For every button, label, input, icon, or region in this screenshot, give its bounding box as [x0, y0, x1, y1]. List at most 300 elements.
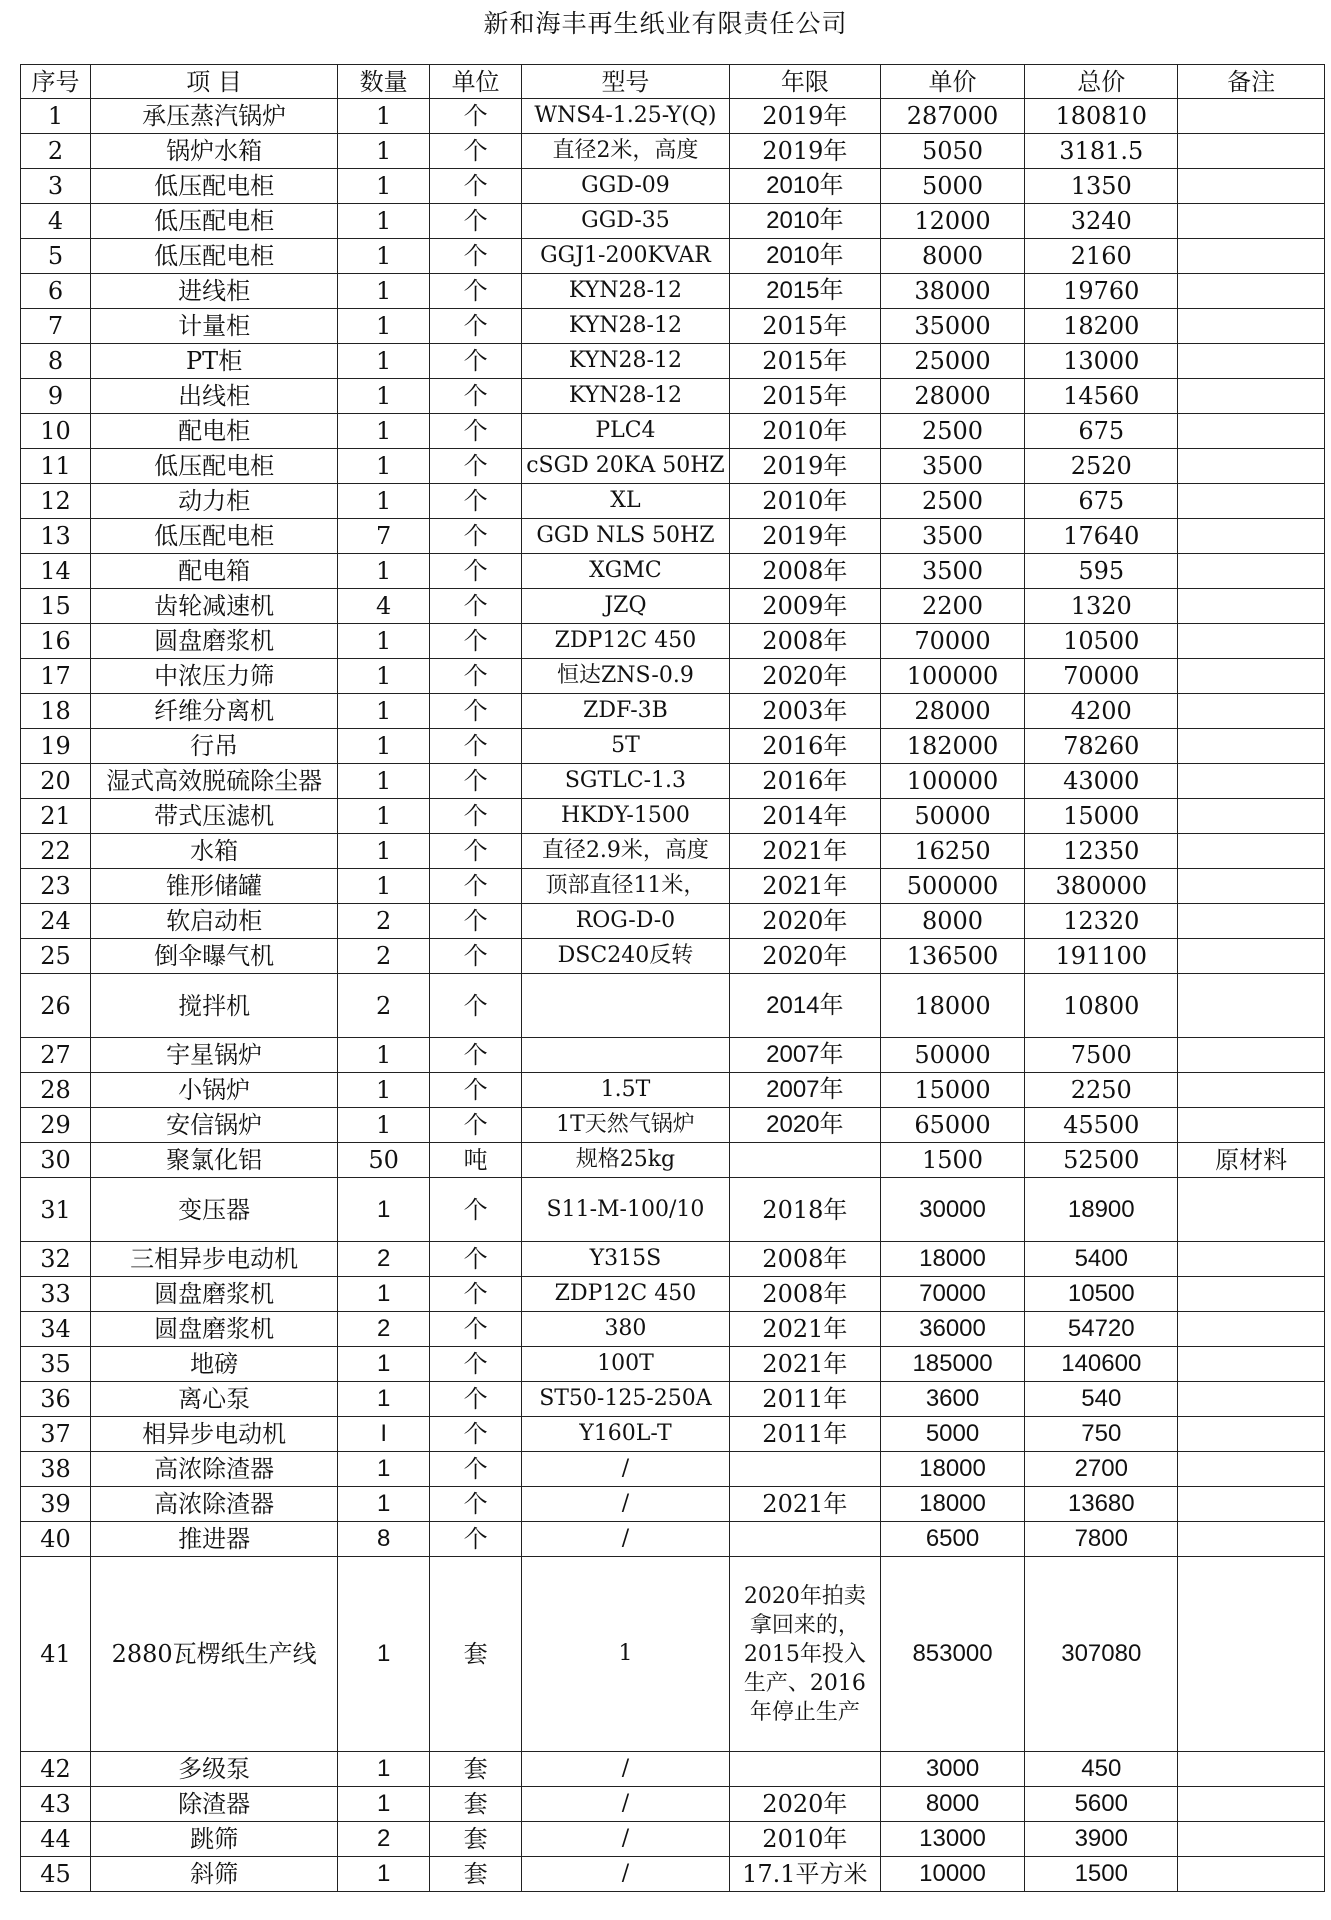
cell-no: 19	[21, 729, 91, 764]
cell-no: 20	[21, 764, 91, 799]
cell-price: 12000	[880, 204, 1024, 239]
cell-price: 6500	[880, 1522, 1024, 1557]
cell-note	[1178, 274, 1325, 309]
cell-item: 动力柜	[91, 484, 338, 519]
cell-item: 锅炉水箱	[91, 134, 338, 169]
cell-total: 13000	[1025, 344, 1178, 379]
cell-note: 原材料	[1178, 1143, 1325, 1178]
cell-item: 多级泵	[91, 1752, 338, 1787]
cell-item: 低压配电柜	[91, 204, 338, 239]
table-row	[21, 274, 1325, 309]
cell-no: 21	[21, 799, 91, 834]
cell-note	[1178, 449, 1325, 484]
cell-price: 18000	[880, 1452, 1024, 1487]
cell-unit: 个	[430, 659, 522, 694]
cell-price: 8000	[880, 1787, 1024, 1822]
cell-item: 锥形储罐	[91, 869, 338, 904]
cell-no: 31	[21, 1178, 91, 1242]
cell-model: 规格25kg	[522, 1143, 730, 1178]
cell-total: 3900	[1025, 1822, 1178, 1857]
cell-no: 10	[21, 414, 91, 449]
cell-no: 39	[21, 1487, 91, 1522]
cell-note	[1178, 1787, 1325, 1822]
table-row	[21, 1822, 1325, 1857]
cell-price: 100000	[880, 659, 1024, 694]
cell-item: 低压配电柜	[91, 519, 338, 554]
cell-unit: 个	[430, 1382, 522, 1417]
cell-no: 3	[21, 169, 91, 204]
cell-qty: 1	[338, 1178, 430, 1242]
cell-year: 2015年	[729, 379, 880, 414]
cell-total: 2520	[1025, 449, 1178, 484]
cell-model: HKDY-1500	[522, 799, 730, 834]
cell-no: 23	[21, 869, 91, 904]
cell-no: 44	[21, 1822, 91, 1857]
cell-price: 3500	[880, 554, 1024, 589]
cell-no: 41	[21, 1557, 91, 1752]
header-unit: 单位	[430, 65, 522, 99]
cell-unit: 个	[430, 1178, 522, 1242]
cell-unit: 个	[430, 1452, 522, 1487]
cell-total: 750	[1025, 1417, 1178, 1452]
cell-total: 180810	[1025, 99, 1178, 134]
table-row	[21, 1522, 1325, 1557]
cell-no: 9	[21, 379, 91, 414]
cell-no: 7	[21, 309, 91, 344]
cell-no: 34	[21, 1312, 91, 1347]
cell-model: /	[522, 1787, 730, 1822]
cell-model: 100T	[522, 1347, 730, 1382]
cell-item: 中浓压力筛	[91, 659, 338, 694]
cell-model: PLC4	[522, 414, 730, 449]
cell-model: Y315S	[522, 1242, 730, 1277]
cell-year	[729, 1752, 880, 1787]
header-note: 备注	[1178, 65, 1325, 99]
table-row	[21, 834, 1325, 869]
cell-unit: 个	[430, 729, 522, 764]
table-row	[21, 309, 1325, 344]
cell-total: 13680	[1025, 1487, 1178, 1522]
cell-model: KYN28-12	[522, 344, 730, 379]
table-row	[21, 379, 1325, 414]
cell-price: 853000	[880, 1557, 1024, 1752]
cell-qty: 1	[338, 1487, 430, 1522]
cell-item: 出线柜	[91, 379, 338, 414]
cell-unit: 个	[430, 449, 522, 484]
cell-model: /	[522, 1752, 730, 1787]
cell-item: 相异步电动机	[91, 1417, 338, 1452]
cell-model: ZDF-3B	[522, 694, 730, 729]
cell-unit: 个	[430, 1312, 522, 1347]
cell-model: 380	[522, 1312, 730, 1347]
cell-price: 5000	[880, 1417, 1024, 1452]
cell-model: /	[522, 1522, 730, 1557]
cell-total: 3240	[1025, 204, 1178, 239]
cell-no: 12	[21, 484, 91, 519]
cell-year: 2021年	[729, 1312, 880, 1347]
table-row	[21, 449, 1325, 484]
cell-qty: 1	[338, 1073, 430, 1108]
cell-year: 2015年	[729, 309, 880, 344]
header-qty: 数量	[338, 65, 430, 99]
cell-price: 18000	[880, 1242, 1024, 1277]
cell-item: 安信锅炉	[91, 1108, 338, 1143]
header-unit-price: 单价	[880, 65, 1024, 99]
cell-note	[1178, 1178, 1325, 1242]
cell-item: 承压蒸汽锅炉	[91, 99, 338, 134]
cell-year: 2016年	[729, 729, 880, 764]
cell-no: 36	[21, 1382, 91, 1417]
cell-price: 136500	[880, 939, 1024, 974]
cell-item: 配电柜	[91, 414, 338, 449]
cell-unit: 个	[430, 1347, 522, 1382]
cell-unit: 个	[430, 834, 522, 869]
cell-model: ZDP12C 450	[522, 1277, 730, 1312]
table-row	[21, 799, 1325, 834]
table-row	[21, 519, 1325, 554]
cell-qty: 1	[338, 1108, 430, 1143]
cell-total: 595	[1025, 554, 1178, 589]
cell-price: 3500	[880, 519, 1024, 554]
cell-price: 15000	[880, 1073, 1024, 1108]
cell-total: 307080	[1025, 1557, 1178, 1752]
cell-year: 2007年	[729, 1073, 880, 1108]
cell-qty: 2	[338, 1312, 430, 1347]
cell-qty: 1	[338, 274, 430, 309]
cell-model: XGMC	[522, 554, 730, 589]
cell-note	[1178, 309, 1325, 344]
cell-qty: 7	[338, 519, 430, 554]
cell-no: 28	[21, 1073, 91, 1108]
table-row	[21, 169, 1325, 204]
cell-note	[1178, 869, 1325, 904]
cell-note	[1178, 344, 1325, 379]
cell-model: ZDP12C 450	[522, 624, 730, 659]
cell-no: 38	[21, 1452, 91, 1487]
cell-qty: 1	[338, 1557, 430, 1752]
cell-item: 地磅	[91, 1347, 338, 1382]
cell-unit: 个	[430, 274, 522, 309]
cell-total: 45500	[1025, 1108, 1178, 1143]
cell-price: 35000	[880, 309, 1024, 344]
cell-qty: 1	[338, 309, 430, 344]
cell-total: 43000	[1025, 764, 1178, 799]
header-no: 序号	[21, 65, 91, 99]
cell-total: 450	[1025, 1752, 1178, 1787]
cell-year: 2010年	[729, 1822, 880, 1857]
cell-price: 182000	[880, 729, 1024, 764]
cell-no: 16	[21, 624, 91, 659]
cell-price: 16250	[880, 834, 1024, 869]
cell-price: 70000	[880, 1277, 1024, 1312]
cell-note	[1178, 1857, 1325, 1892]
cell-model: GGJ1-200KVAR	[522, 239, 730, 274]
table-row	[21, 134, 1325, 169]
table-row	[21, 589, 1325, 624]
cell-unit: 个	[430, 799, 522, 834]
cell-year: 2020年	[729, 904, 880, 939]
cell-qty: 1	[338, 169, 430, 204]
cell-model: KYN28-12	[522, 274, 730, 309]
table-row	[21, 1038, 1325, 1073]
cell-note	[1178, 1557, 1325, 1752]
header-item: 项 目	[91, 65, 338, 99]
cell-price: 5050	[880, 134, 1024, 169]
cell-total: 2250	[1025, 1073, 1178, 1108]
cell-total: 17640	[1025, 519, 1178, 554]
cell-year: 2010年	[729, 484, 880, 519]
cell-qty: 1	[338, 1382, 430, 1417]
cell-unit: 个	[430, 239, 522, 274]
cell-unit: 个	[430, 904, 522, 939]
cell-price: 8000	[880, 904, 1024, 939]
cell-model: KYN28-12	[522, 379, 730, 414]
cell-price: 50000	[880, 799, 1024, 834]
cell-year: 2010年	[729, 239, 880, 274]
cell-year	[729, 1522, 880, 1557]
cell-total: 18200	[1025, 309, 1178, 344]
table-row	[21, 1347, 1325, 1382]
cell-note	[1178, 1108, 1325, 1143]
cell-model: Y160L-T	[522, 1417, 730, 1452]
cell-price: 2500	[880, 484, 1024, 519]
cell-no: 15	[21, 589, 91, 624]
cell-year	[729, 1452, 880, 1487]
cell-no: 42	[21, 1752, 91, 1787]
cell-qty: 1	[338, 764, 430, 799]
cell-total: 7500	[1025, 1038, 1178, 1073]
cell-note	[1178, 554, 1325, 589]
cell-qty: 1	[338, 1752, 430, 1787]
table-row	[21, 1242, 1325, 1277]
header-total-price: 总价	[1025, 65, 1178, 99]
cell-model: 顶部直径11米，	[522, 869, 730, 904]
cell-unit: 个	[430, 939, 522, 974]
cell-note	[1178, 764, 1325, 799]
cell-total: 380000	[1025, 869, 1178, 904]
cell-note	[1178, 1487, 1325, 1522]
cell-unit: 个	[430, 1417, 522, 1452]
cell-no: 1	[21, 99, 91, 134]
cell-unit: 个	[430, 1038, 522, 1073]
table-row	[21, 1487, 1325, 1522]
cell-year: 2008年	[729, 1277, 880, 1312]
cell-item: 配电箱	[91, 554, 338, 589]
cell-no: 13	[21, 519, 91, 554]
cell-note	[1178, 134, 1325, 169]
cell-total: 12350	[1025, 834, 1178, 869]
cell-qty: 1	[338, 869, 430, 904]
cell-model: SGTLC-1.3	[522, 764, 730, 799]
cell-model: /	[522, 1487, 730, 1522]
table-row	[21, 1417, 1325, 1452]
cell-unit: 个	[430, 624, 522, 659]
cell-year	[729, 1143, 880, 1178]
cell-model: 1.5T	[522, 1073, 730, 1108]
cell-qty: 1	[338, 239, 430, 274]
table-row	[21, 204, 1325, 239]
cell-qty: 1	[338, 204, 430, 239]
cell-price: 25000	[880, 344, 1024, 379]
cell-item: 除渣器	[91, 1787, 338, 1822]
cell-unit: 个	[430, 99, 522, 134]
table-row	[21, 1108, 1325, 1143]
cell-note	[1178, 239, 1325, 274]
cell-total: 78260	[1025, 729, 1178, 764]
cell-no: 43	[21, 1787, 91, 1822]
table-row	[21, 939, 1325, 974]
cell-unit: 套	[430, 1787, 522, 1822]
cell-qty: 1	[338, 344, 430, 379]
cell-total: 4200	[1025, 694, 1178, 729]
cell-item: 圆盘磨浆机	[91, 1277, 338, 1312]
cell-item: 变压器	[91, 1178, 338, 1242]
cell-model: GGD-35	[522, 204, 730, 239]
cell-note	[1178, 99, 1325, 134]
cell-qty: I	[338, 1417, 430, 1452]
cell-qty: 1	[338, 729, 430, 764]
cell-item: 推进器	[91, 1522, 338, 1557]
cell-no: 22	[21, 834, 91, 869]
cell-unit: 个	[430, 1073, 522, 1108]
cell-year: 17.1平方米	[729, 1857, 880, 1892]
cell-total: 5600	[1025, 1787, 1178, 1822]
cell-qty: 2	[338, 904, 430, 939]
cell-unit: 个	[430, 1242, 522, 1277]
cell-qty: 1	[338, 554, 430, 589]
cell-item: PT柜	[91, 344, 338, 379]
cell-item: 跳筛	[91, 1822, 338, 1857]
cell-unit: 套	[430, 1752, 522, 1787]
cell-model: KYN28-12	[522, 309, 730, 344]
cell-qty: 1	[338, 624, 430, 659]
cell-model: cSGD 20KA 50HZ	[522, 449, 730, 484]
cell-item: 低压配电柜	[91, 239, 338, 274]
cell-unit: 个	[430, 204, 522, 239]
cell-qty: 2	[338, 939, 430, 974]
cell-note	[1178, 1277, 1325, 1312]
cell-no: 5	[21, 239, 91, 274]
table-row	[21, 869, 1325, 904]
cell-total: 7800	[1025, 1522, 1178, 1557]
cell-item: 宇星锅炉	[91, 1038, 338, 1073]
cell-note	[1178, 1347, 1325, 1382]
cell-year: 2018年	[729, 1178, 880, 1242]
cell-item: 搅拌机	[91, 974, 338, 1038]
cell-item: 高浓除渣器	[91, 1452, 338, 1487]
header-model: 型号	[522, 65, 730, 99]
cell-price: 2200	[880, 589, 1024, 624]
cell-unit: 个	[430, 1487, 522, 1522]
cell-year: 2016年	[729, 764, 880, 799]
cell-year: 2021年	[729, 1487, 880, 1522]
cell-model: 直径2米，高度	[522, 134, 730, 169]
cell-qty: 2	[338, 1242, 430, 1277]
cell-total: 675	[1025, 484, 1178, 519]
cell-year: 2020年	[729, 1108, 880, 1143]
cell-item: 高浓除渣器	[91, 1487, 338, 1522]
cell-year: 2008年	[729, 554, 880, 589]
cell-year: 2021年	[729, 834, 880, 869]
cell-price: 50000	[880, 1038, 1024, 1073]
table-row	[21, 99, 1325, 134]
cell-note	[1178, 659, 1325, 694]
cell-unit: 个	[430, 169, 522, 204]
cell-qty: 1	[338, 799, 430, 834]
cell-qty: 8	[338, 1522, 430, 1557]
cell-year: 2019年	[729, 99, 880, 134]
cell-no: 30	[21, 1143, 91, 1178]
cell-price: 70000	[880, 624, 1024, 659]
cell-note	[1178, 974, 1325, 1038]
cell-item: 圆盘磨浆机	[91, 1312, 338, 1347]
cell-qty: 1	[338, 1857, 430, 1892]
cell-total: 19760	[1025, 274, 1178, 309]
cell-unit: 套	[430, 1557, 522, 1752]
cell-total: 54720	[1025, 1312, 1178, 1347]
cell-model: JZQ	[522, 589, 730, 624]
cell-price: 3600	[880, 1382, 1024, 1417]
cell-no: 45	[21, 1857, 91, 1892]
cell-total: 52500	[1025, 1143, 1178, 1178]
cell-no: 17	[21, 659, 91, 694]
cell-no: 8	[21, 344, 91, 379]
cell-note	[1178, 204, 1325, 239]
cell-model: 1	[522, 1557, 730, 1752]
cell-item: 低压配电柜	[91, 169, 338, 204]
cell-item: 圆盘磨浆机	[91, 624, 338, 659]
cell-item: 三相异步电动机	[91, 1242, 338, 1277]
cell-qty: 1	[338, 1347, 430, 1382]
cell-total: 2160	[1025, 239, 1178, 274]
cell-price: 10000	[880, 1857, 1024, 1892]
cell-no: 35	[21, 1347, 91, 1382]
cell-price: 2500	[880, 414, 1024, 449]
cell-unit: 个	[430, 974, 522, 1038]
cell-total: 140600	[1025, 1347, 1178, 1382]
cell-model: WNS4-1.25-Y(Q)	[522, 99, 730, 134]
cell-item: 水箱	[91, 834, 338, 869]
cell-no: 24	[21, 904, 91, 939]
cell-model: ST50-125-250A	[522, 1382, 730, 1417]
cell-model: 直径2.9米，高度	[522, 834, 730, 869]
cell-qty: 2	[338, 974, 430, 1038]
cell-year: 2010年	[729, 204, 880, 239]
cell-price: 100000	[880, 764, 1024, 799]
cell-no: 6	[21, 274, 91, 309]
cell-note	[1178, 1073, 1325, 1108]
cell-no: 26	[21, 974, 91, 1038]
table-row	[21, 414, 1325, 449]
cell-qty: 1	[338, 1277, 430, 1312]
cell-note	[1178, 1452, 1325, 1487]
cell-no: 2	[21, 134, 91, 169]
cell-year: 2009年	[729, 589, 880, 624]
cell-unit: 个	[430, 344, 522, 379]
cell-price: 5000	[880, 169, 1024, 204]
cell-item: 聚氯化铝	[91, 1143, 338, 1178]
cell-note	[1178, 1312, 1325, 1347]
table-row	[21, 1073, 1325, 1108]
cell-note	[1178, 519, 1325, 554]
cell-total: 1500	[1025, 1857, 1178, 1892]
table-row	[21, 1857, 1325, 1892]
cell-item: 倒伞曝气机	[91, 939, 338, 974]
table-row	[21, 1452, 1325, 1487]
cell-no: 18	[21, 694, 91, 729]
cell-unit: 吨	[430, 1143, 522, 1178]
table-row	[21, 1787, 1325, 1822]
